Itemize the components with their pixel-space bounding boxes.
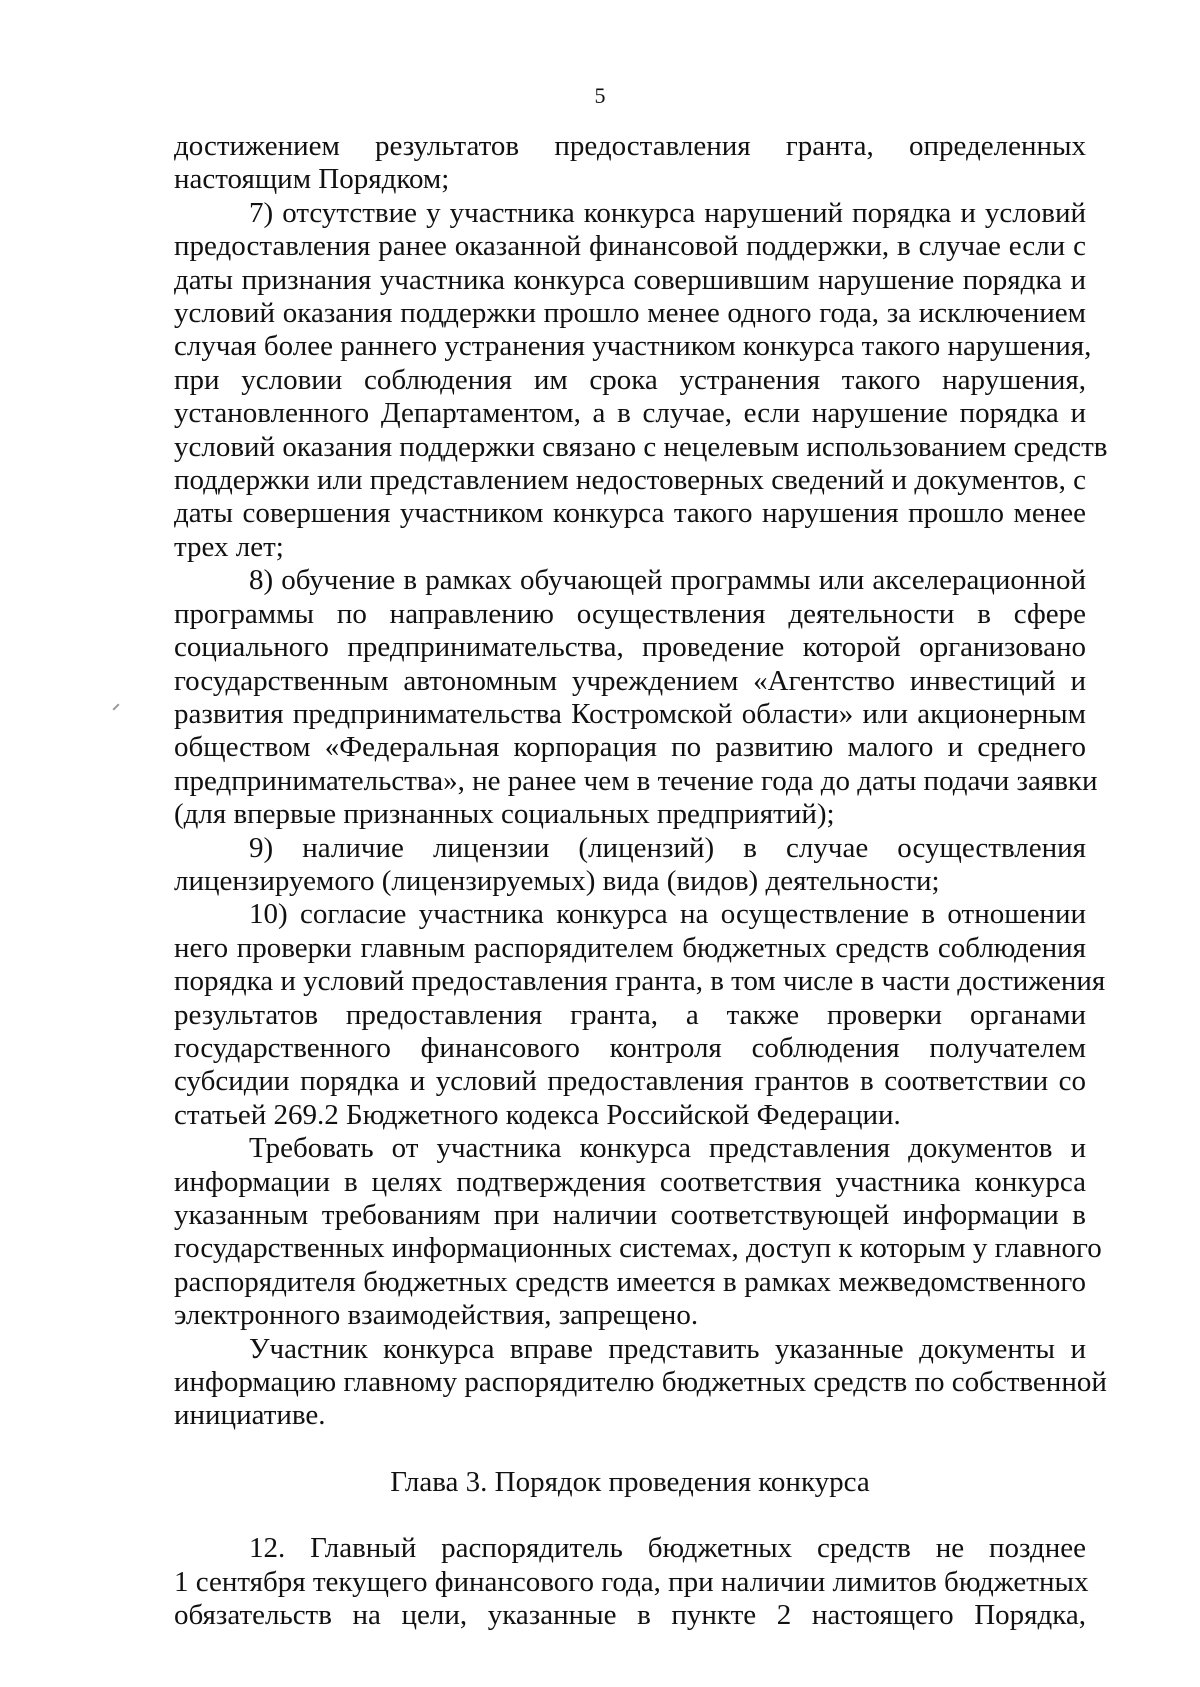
text-line: трех лет; <box>174 530 284 563</box>
text-line: информацию главному распорядителю бюджетных средств по собственной <box>174 1366 1107 1399</box>
text-line: государственных информационных системах, доступ к которым у главного <box>174 1232 1102 1265</box>
text-line: указанным требованиям при наличии соответствующей информации в <box>174 1199 1086 1231</box>
text-line: предпринимательства», не ранее чем в течение года до даты подачи заявки <box>174 764 1098 797</box>
text-line: условий оказания поддержки связано с нецелевым использованием средств <box>174 430 1108 463</box>
text-line: при условии соблюдения им срока устранения такого нарушения, <box>174 363 1086 396</box>
text-line: инициативе. <box>174 1399 326 1432</box>
text-line: лицензируемого (лицензируемых) вида (видов) деятельности; <box>174 864 940 897</box>
text-line: условий оказания поддержки прошло менее одного года, за исключением <box>174 297 1086 330</box>
text-line: 7) отсутствие у участника конкурса нарушений порядка и условий <box>249 196 1086 229</box>
document-body <box>174 130 1108 1632</box>
text-line: порядка и условий предоставления гранта, в том числе в части достижения <box>174 965 1106 998</box>
text-line: государственного финансового контроля соблюдения получателем <box>174 1031 1086 1064</box>
text-line: обществом «Федеральная корпорация по развитию малого и среднего <box>174 731 1086 764</box>
text-line: программы по направлению осуществления деятельности в сфере <box>174 597 1086 630</box>
text-line: 10) согласие участника конкурса на осуществление в отношении <box>249 898 1086 931</box>
paragraph-block <box>174 130 1108 1433</box>
text-line: случая более раннего устранения участником конкурса такого нарушения, <box>174 330 1092 363</box>
text-line: даты совершения участником конкурса такого нарушения прошло менее <box>174 497 1086 530</box>
text-line: 9) наличие лицензии (лицензий) в случае осуществления <box>249 831 1086 864</box>
text-line: 1 сентября текущего финансового года, при наличии лимитов бюджетных <box>174 1565 1089 1598</box>
text-line: установленного Департаментом, а в случае, если нарушение порядка и <box>174 397 1086 430</box>
text-line: достижением результатов предоставления гранта, определенных <box>174 130 1086 162</box>
text-line: государственным автономным учреждением «Агентство инвестиций и <box>174 664 1086 697</box>
chapter-heading: Глава 3. Порядок проведения конкурса <box>390 1465 870 1498</box>
text-line: предоставления ранее оказанной финансовой поддержки, в случае если с <box>174 230 1086 263</box>
paragraph-block-after-heading <box>174 1532 1089 1632</box>
text-line: 8) обучение в рамках обучающей программы или акселерационной <box>249 564 1086 597</box>
text-line: субсидии порядка и условий предоставления грантов в соответствии со <box>174 1065 1086 1098</box>
scan-mark <box>112 703 119 710</box>
text-line: даты признания участника конкурса совершившим нарушение порядка и <box>174 263 1086 296</box>
text-line: поддержки или представлением недостоверных сведений и документов, с <box>174 464 1086 497</box>
text-line: настоящим Порядком; <box>174 163 450 196</box>
text-line: статьей 269.2 Бюджетного кодекса Российской Федерации. <box>174 1098 901 1131</box>
text-line: Участник конкурса вправе представить указанные документы и <box>249 1332 1086 1365</box>
text-line: информации в целях подтверждения соответствия участника конкурса <box>174 1165 1086 1198</box>
text-line: Требовать от участника конкурса представления документов и <box>249 1132 1086 1165</box>
text-line: социального предпринимательства, проведение которой организовано <box>174 631 1086 664</box>
text-line: электронного взаимодействия, запрещено. <box>174 1299 699 1332</box>
text-line: распорядителя бюджетных средств имеется в рамках межведомственного <box>174 1265 1086 1298</box>
text-line: развития предпринимательства Костромской области» или акционерным <box>174 697 1086 730</box>
text-line: (для впервые признанных социальных предприятий); <box>174 798 835 831</box>
text-line: обязательств на цели, указанные в пункте 2 настоящего Порядка, <box>174 1599 1086 1632</box>
text-line: результатов предоставления гранта, а также проверки органами <box>174 998 1086 1031</box>
page-number: 5 <box>594 83 606 108</box>
text-line: 12. Главный распорядитель бюджетных средств не позднее <box>249 1532 1086 1565</box>
text-line: него проверки главным распорядителем бюджетных средств соблюдения <box>174 931 1086 964</box>
